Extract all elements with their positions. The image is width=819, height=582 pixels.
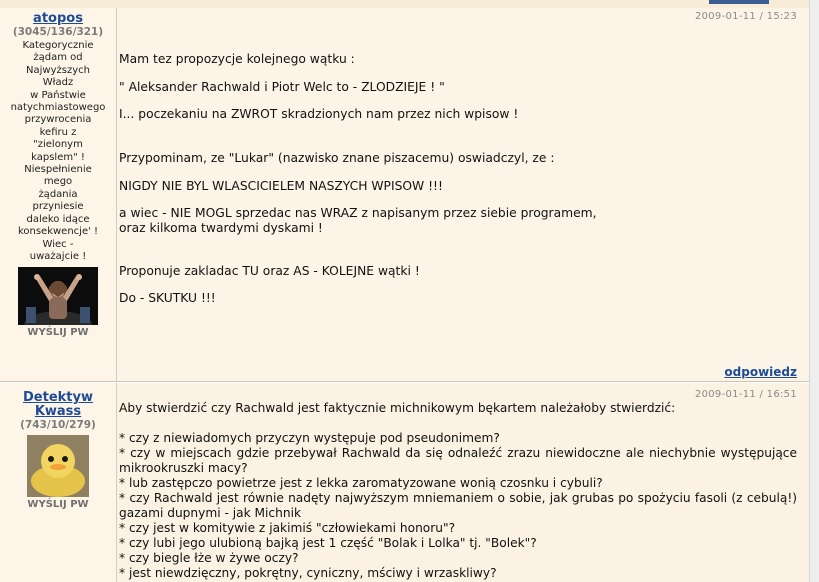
scrollbar[interactable] — [809, 0, 819, 582]
author-panel — [0, 8, 117, 381]
post-line: Aby stwierdzić czy Rachwald jest faktycznie michnikowym bękartem należałoby stwierdzić: — [119, 401, 676, 415]
post-line: * czy Rachwald jest równie nadęty najwyższym mniemaniem o sobie, jak grubas po spożyciu fasoli (z cebulą!) gazami dupnymi - jak Michnik — [119, 491, 797, 520]
post-date: 2009-01-11 / 15:23 — [694, 11, 797, 22]
top-tab — [709, 0, 769, 4]
post-line: I... poczekaniu na ZWROT skradzionych nam przez nich wpisow ! — [119, 107, 519, 121]
send-pm-button[interactable]: WYŚLIJ PW — [27, 327, 89, 339]
author-signature: Kategorycznie żądam od Najwyższych Władz w Państwie natychmiastowego przywrocenia kefiru z "zielonym kapslem" ! Niespełnienie mego żądania przyniesie daleko idące konsekwencje' ! Wiec - uważajcie ! — [10, 40, 106, 262]
post-date: 2009-01-11 / 16:51 — [694, 389, 797, 400]
post-line: " Aleksander Rachwald i Piotr Welc to - ZLODZIEJE ! " — [119, 80, 445, 94]
post-line: Proponuje zakladac TU oraz AS - KOLEJNE wątki ! — [119, 264, 420, 278]
author-stats: (3045/136/321) — [12, 26, 104, 38]
post-line: a wiec - NIE MOGL sprzedac nas WRAZ z napisanym przez siebie programem, — [119, 206, 597, 220]
forum-post — [0, 383, 809, 582]
author-name-line: Detektyw — [23, 390, 93, 405]
send-pm-button[interactable]: WYŚLIJ PW — [27, 499, 89, 510]
post-line: * czy z niewiadomych przyczyn występuje pod pseudonimem? — [119, 431, 500, 445]
author-name-link[interactable]: atopos — [33, 11, 83, 26]
author-name-link[interactable] — [0, 391, 116, 419]
post-line: * czy biegle łże w żywe oczy? — [119, 551, 299, 565]
reply-link[interactable]: odpowiedz — [724, 365, 797, 379]
post-body — [119, 401, 797, 581]
post-line: * jest niewdzięczny, pokrętny, cyniczny, mściwy i wrzaskliwy? — [119, 566, 497, 580]
author-stats: (743/10/279) — [20, 419, 96, 431]
post-body — [119, 52, 799, 306]
post-line: Przypominam, ze "Lukar" (nazwisko znane piszacemu) oswiadczyl, ze : — [119, 151, 555, 165]
post-line: oraz kilkoma twardymi dyskami ! — [119, 221, 323, 235]
author-name-line: Kwass — [34, 404, 82, 419]
post-line: Mam tez propozycje kolejnego wątku : — [119, 52, 355, 66]
post-content — [117, 383, 809, 582]
forum-post — [0, 8, 809, 382]
post-line: Do - SKUTKU !!! — [119, 291, 216, 305]
post-line: * czy lubi jego ulubioną bajką jest 1 część "Bolak i Lolka" tj. "Bolek"? — [119, 536, 537, 550]
post-line: NIGDY NIE BYL WLASCICIELEM NASZYCH WPISOW !!! — [119, 179, 443, 193]
author-panel — [0, 383, 117, 582]
avatar-image — [27, 435, 89, 497]
post-line: * czy jest w komitywie z jakimiś "człowiekami honoru"? — [119, 521, 456, 535]
post-line: * lub zastępczo powietrze jest z lekka zaromatyzowane wonią czosnku i cybuli? — [119, 476, 603, 490]
avatar — [27, 435, 89, 497]
avatar-image — [18, 267, 98, 325]
post-line: * czy w miejscach gdzie przebywał Rachwald da się odnaleźć zrazu niewidoczne ale niechybnie występujące mikrookruszki macy? — [119, 446, 797, 475]
post-content — [117, 8, 809, 381]
avatar — [18, 267, 98, 325]
